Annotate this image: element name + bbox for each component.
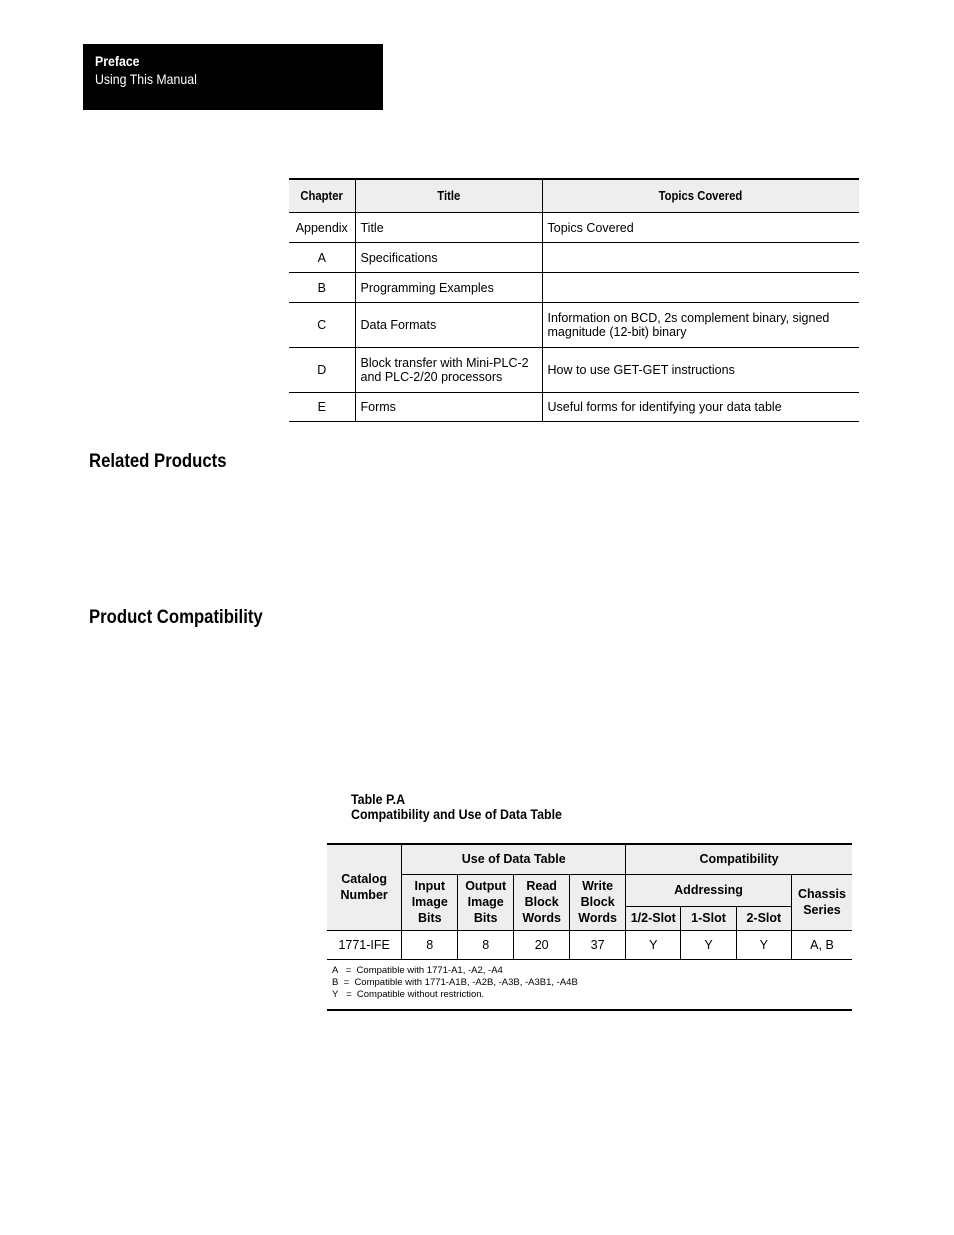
write-cell: 37 [570, 930, 626, 959]
header-title: Preface [95, 53, 140, 69]
table-row [289, 303, 859, 348]
half-slot-cell: Y [626, 930, 681, 959]
input-cell: 8 [402, 930, 458, 959]
header-chapter: Chapter [289, 179, 355, 213]
page-header [83, 44, 383, 110]
chapter-cell: E [289, 393, 355, 422]
footnote-a: A = Compatible with 1771-A1, -A2, -A4 [332, 964, 503, 976]
table-row [289, 273, 859, 303]
read-cell: 20 [514, 930, 570, 959]
title-cell: Forms [355, 393, 542, 422]
catalog-number-header: Catalog Number [327, 844, 402, 930]
table-row [289, 243, 859, 273]
table-row [289, 393, 859, 422]
table-row [289, 213, 859, 243]
chapter-table [289, 178, 859, 422]
title-cell: Block transfer with Mini-PLC-2 and PLC-2/20 processors [355, 348, 542, 393]
table-row [327, 930, 852, 959]
half-slot-header: 1/2-Slot [626, 906, 681, 930]
two-slot-cell: Y [736, 930, 791, 959]
topics-cell [542, 273, 859, 303]
output-image-bits-header: Output Image Bits [458, 874, 514, 930]
write-block-words-header: Write Block Words [570, 874, 626, 930]
table-caption-title: Compatibility and Use of Data Table [351, 807, 562, 822]
compatibility-table [327, 843, 852, 1011]
compatibility-header: Compatibility [626, 844, 852, 874]
title-cell: Title [355, 213, 542, 243]
one-slot-cell: Y [681, 930, 736, 959]
footnote-y: Y = Compatible without restriction. [332, 988, 485, 1000]
topics-cell [542, 243, 859, 273]
table-row [289, 348, 859, 393]
chapter-cell: A [289, 243, 355, 273]
use-of-data-table-header: Use of Data Table [402, 844, 626, 874]
topics-cell: Information on BCD, 2s complement binary, signed magnitude (12-bit) binary [542, 303, 859, 348]
table-caption [351, 792, 580, 822]
addressing-header: Addressing [626, 874, 792, 906]
chapter-cell: B [289, 273, 355, 303]
chapter-cell: Appendix [289, 213, 355, 243]
header-topics: Topics Covered [542, 179, 859, 213]
title-cell: Programming Examples [355, 273, 542, 303]
input-image-bits-header: Input Image Bits [402, 874, 458, 930]
read-block-words-header: Read Block Words [514, 874, 570, 930]
table-caption-number: Table P.A [351, 792, 406, 807]
header-title: Title [355, 179, 542, 213]
related-products-heading: Related Products [89, 451, 227, 472]
footnote-b: B = Compatible with 1771-A1B, -A2B, -A3B, -A3B1, -A4B [332, 976, 578, 988]
title-cell: Data Formats [355, 303, 542, 348]
two-slot-header: 2-Slot [736, 906, 791, 930]
output-cell: 8 [458, 930, 514, 959]
header-subtitle: Using This Manual [95, 71, 197, 87]
chassis-series-header: Chassis Series [791, 874, 852, 930]
one-slot-header: 1-Slot [681, 906, 736, 930]
topics-cell: How to use GET-GET instructions [542, 348, 859, 393]
product-compatibility-heading: Product Compatibility [89, 607, 263, 628]
chapter-cell: D [289, 348, 355, 393]
title-cell: Specifications [355, 243, 542, 273]
chassis-cell: A, B [791, 930, 852, 959]
chapter-table-header-row [289, 179, 859, 213]
topics-cell: Topics Covered [542, 213, 859, 243]
chapter-cell: C [289, 303, 355, 348]
topics-cell: Useful forms for identifying your data table [542, 393, 859, 422]
table-footnotes [327, 959, 852, 1010]
catalog-cell: 1771-IFE [327, 930, 402, 959]
